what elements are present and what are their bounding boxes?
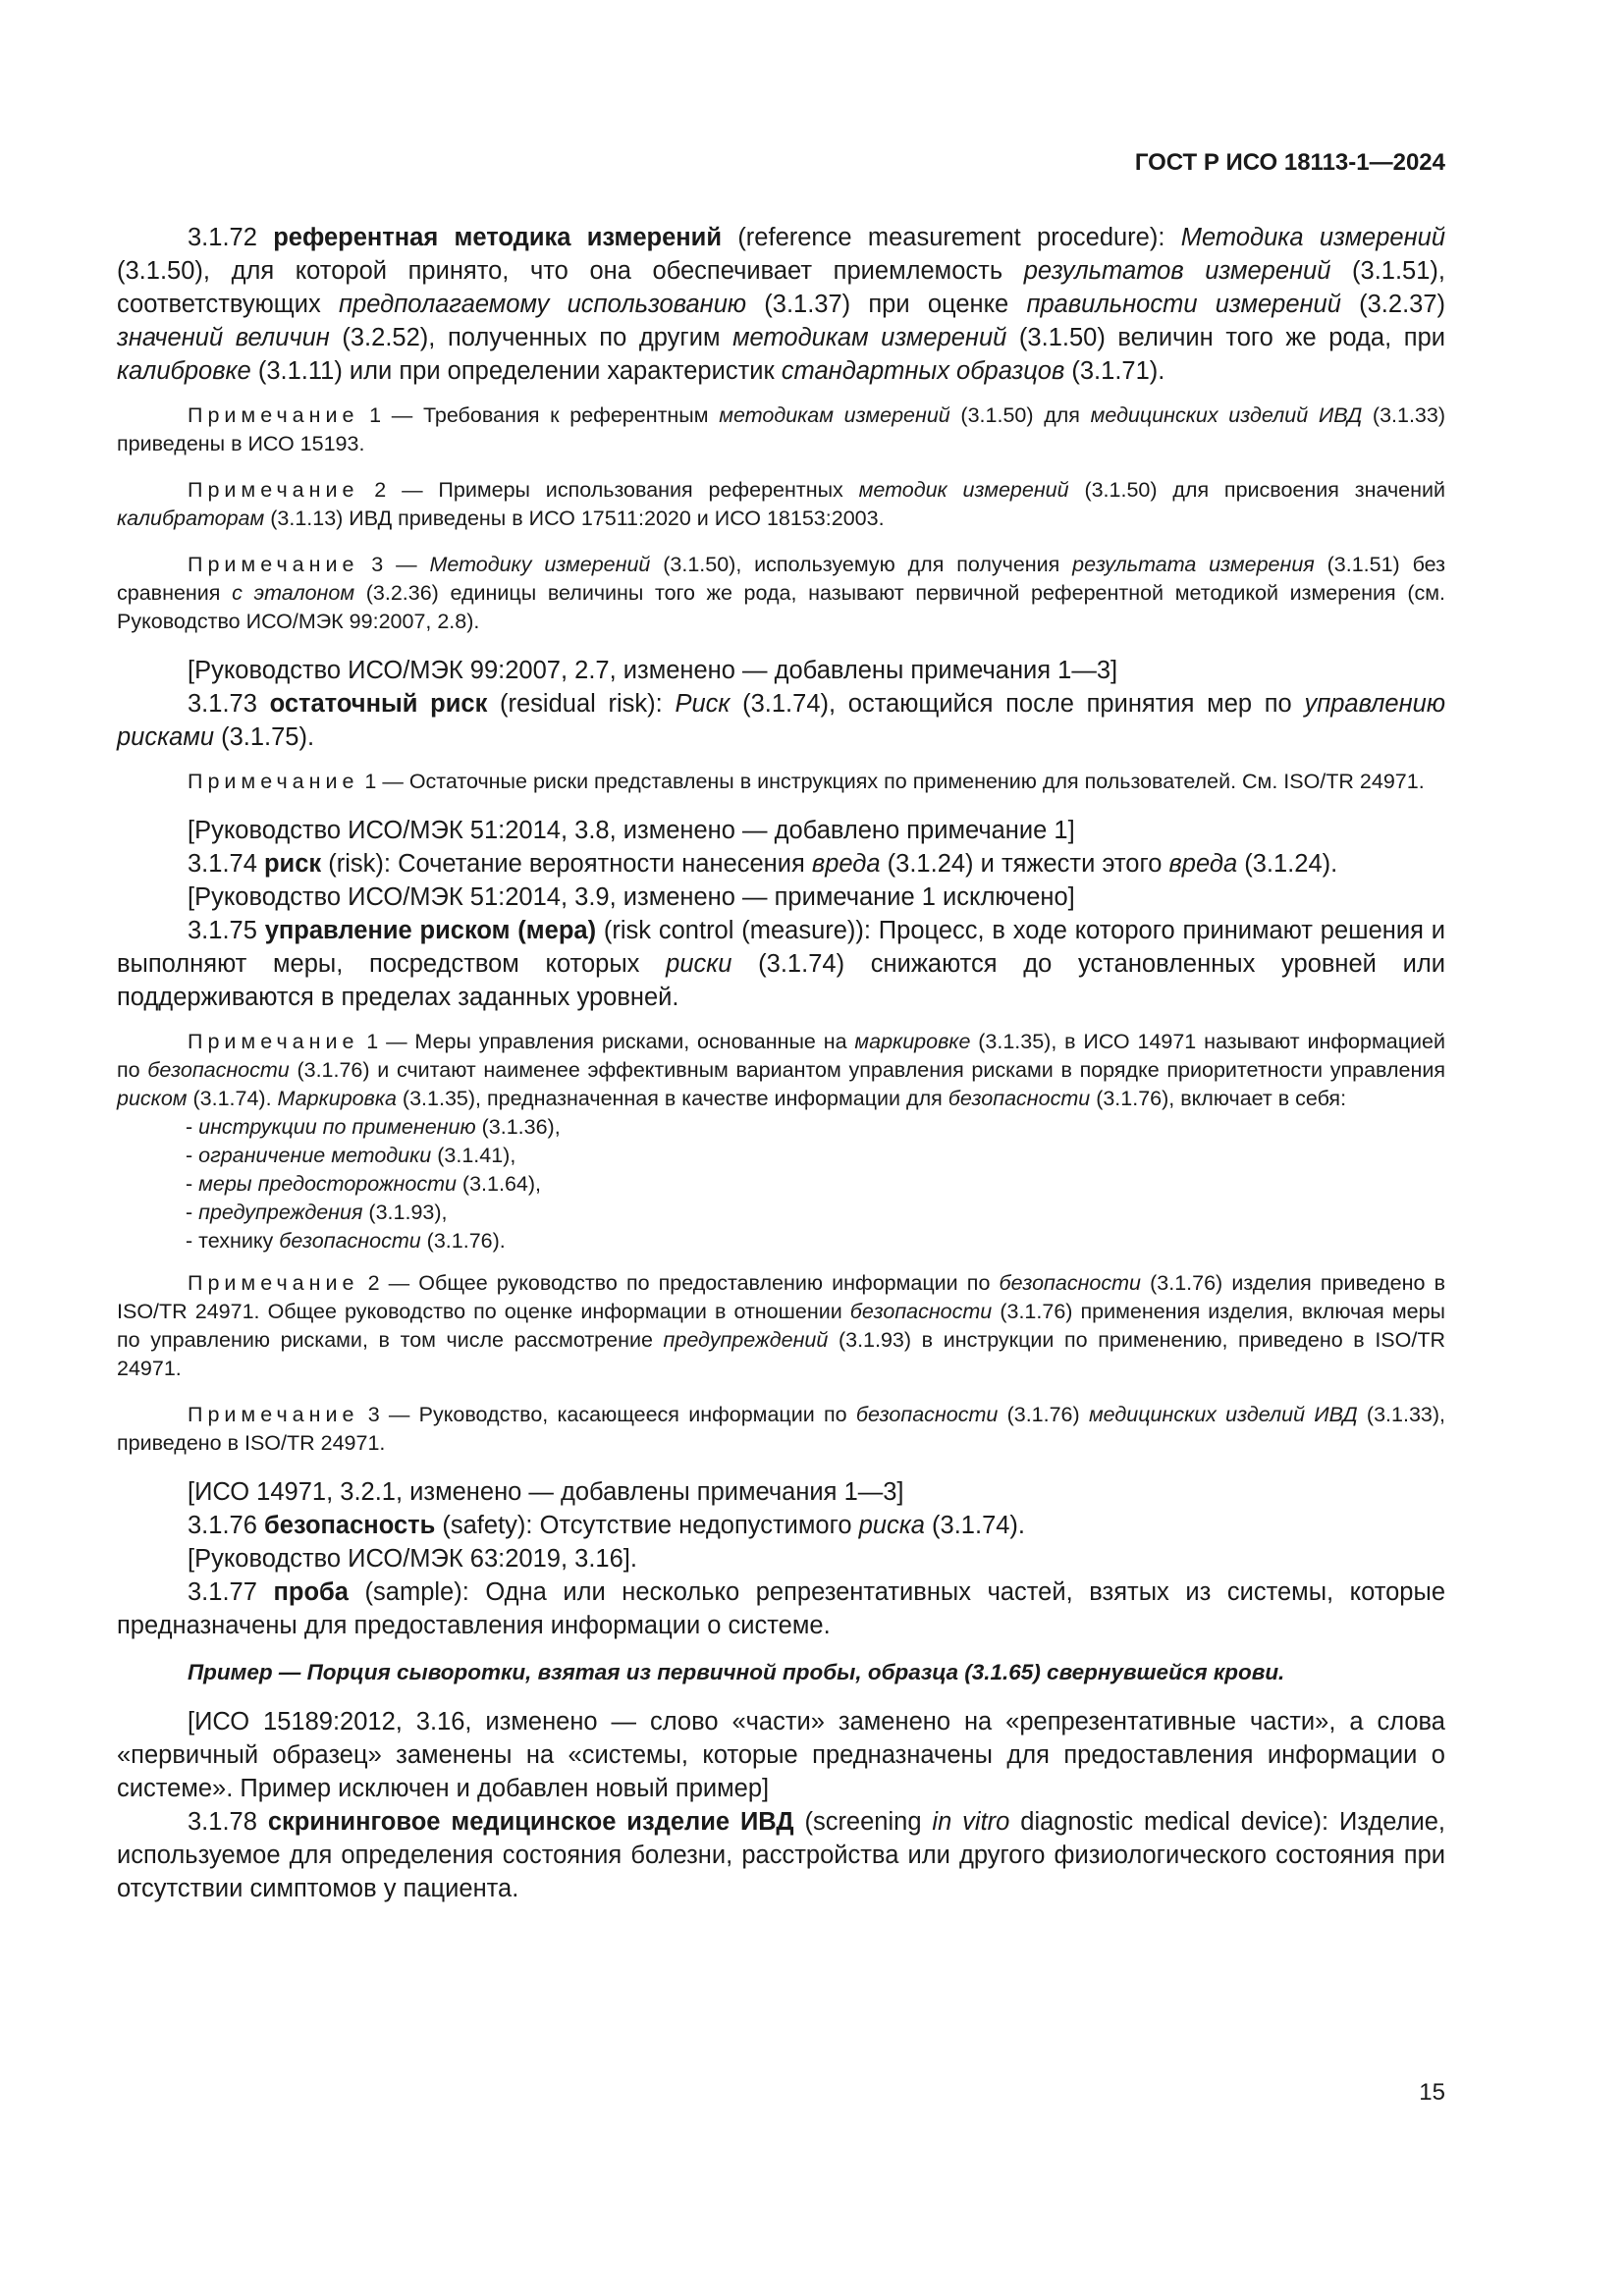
note: Примечание 2 — Общее руководство по предоставлению информации по безопасности (3.1.76) изделия приведено в ISO/TR 24971. Общее руководство по оценке информации в отношении безопасности (3.1.76) применения изделия, включая меры по управлению рисками, в том числе рассмотрение предупреждений (3.1.93) в инструкции по применению, приведено в ISO/TR 24971. xyxy=(117,1271,1445,1380)
term-3-1-77: 3.1.77 проба (sample): Одна или несколько репрезентативных частей, взятых из системы, которые предназначены для предоставления информации о системе. xyxy=(117,1578,1445,1639)
note-list xyxy=(186,1113,1445,1255)
list-item: - технику безопасности (3.1.76). xyxy=(186,1229,506,1253)
list-item: - предупреждения (3.1.93), xyxy=(186,1201,448,1224)
term-3-1-76: 3.1.76 безопасность (safety): Отсутствие недопустимого риска (3.1.74). xyxy=(188,1512,1026,1539)
list-item: - меры предосторожности (3.1.64), xyxy=(186,1172,541,1196)
list-item: - ограничение методики (3.1.41), xyxy=(186,1144,516,1167)
page-body xyxy=(117,221,1445,1905)
source-reference: [Руководство ИСО/МЭК 51:2014, 3.8, изменено — добавлено примечание 1] xyxy=(188,817,1075,844)
term-3-1-75: 3.1.75 управление риском (мера) (risk control (measure)): Процесс, в ходе которого принимают решения и выполняют меры, посредством которых риски (3.1.74) снижаются до установленных уровней или поддерживаются в пределах заданных уровней. xyxy=(117,917,1445,1011)
term-3-1-78: 3.1.78 скрининговое медицинское изделие ИВД (screening in vitro diagnostic medical device): Изделие, используемое для определения состояния болезни, расстройства или другого физиологического состояния при отсутствии симптомов у пациента. xyxy=(117,1808,1446,1902)
note: Примечание 3 — Методику измерений (3.1.50), используемую для получения результата измерения (3.1.51) без сравнения с эталоном (3.2.36) единицы величины того же рода, называют первичной референтной методикой измерения (см. Руководство ИСО/МЭК 99:2007, 2.8). xyxy=(117,553,1446,633)
term-3-1-73: 3.1.73 остаточный риск (residual risk): Риск (3.1.74), остающийся после принятия мер по управлению рисками (3.1.75). xyxy=(117,690,1445,751)
source-reference: [ИСО 14971, 3.2.1, изменено — добавлены примечания 1—3] xyxy=(188,1478,904,1506)
term-3-1-74: 3.1.74 риск (risk): Сочетание вероятности нанесения вреда (3.1.24) и тяжести этого вреда (3.1.24). xyxy=(188,850,1338,878)
note: Примечание 2 — Примеры использования референтных методик измерений (3.1.50) для присвоения значений калибраторам (3.1.13) ИВД приведены в ИСО 17511:2020 и ИСО 18153:2003. xyxy=(117,478,1446,530)
example: Пример — Порция сыворотки, взятая из первичной пробы, образца (3.1.65) свернувшейся крови. xyxy=(188,1660,1285,1684)
note: Примечание 1 — Меры управления рисками, основанные на маркировке (3.1.35), в ИСО 14971 называют информацией по безопасности (3.1.76) и считают наименее эффективным вариантом управления рисками в порядке приоритетности управления риском (3.1.74). Маркировка (3.1.35), предназначенная в качестве информации для безопасности (3.1.76), включает в себя: xyxy=(117,1030,1445,1110)
note: Примечание 1 — Остаточные риски представлены в инструкциях по применению для пользователей. См. ISO/TR 24971. xyxy=(188,770,1425,793)
note: Примечание 3 — Руководство, касающееся информации по безопасности (3.1.76) медицинских изделий ИВД (3.1.33), приведено в ISO/TR 24971. xyxy=(117,1403,1446,1455)
source-reference: [Руководство ИСО/МЭК 99:2007, 2.7, изменено — добавлены примечания 1—3] xyxy=(188,657,1118,684)
page-header-standard: ГОСТ Р ИСО 18113-1—2024 xyxy=(1134,149,1445,176)
source-reference: [Руководство ИСО/МЭК 51:2014, 3.9, изменено — примечание 1 исключено] xyxy=(188,883,1075,911)
page-number: 15 xyxy=(1419,2079,1445,2106)
note: Примечание 1 — Требования к референтным методикам измерений (3.1.50) для медицинских изделий ИВД (3.1.33) приведены в ИСО 15193. xyxy=(117,403,1446,455)
source-reference: [Руководство ИСО/МЭК 63:2019, 3.16]. xyxy=(188,1545,637,1573)
term-3-1-72: 3.1.72 референтная методика измерений (reference measurement procedure): Методика измерений (3.1.50), для которой принято, что она обеспечивает приемлемость результатов измерений (3.1.51), соответствующих предполагаемому использованию (3.1.37) при оценке правильности измерений (3.2.37) значений величин (3.2.52), полученных по другим методикам измерений (3.1.50) величин того же рода, при калибровке (3.1.11) или при определении характеристик стандартных образцов (3.1.71). xyxy=(117,224,1446,385)
source-reference: [ИСО 15189:2012, 3.16, изменено — слово «части» заменено на «репрезентативные части», а слова «первичный образец» заменены на «системы, которые предназначены для предоставления информации о системе». Пример исключен и добавлен новый пример] xyxy=(117,1708,1445,1802)
list-item: - инструкции по применению (3.1.36), xyxy=(186,1115,561,1139)
